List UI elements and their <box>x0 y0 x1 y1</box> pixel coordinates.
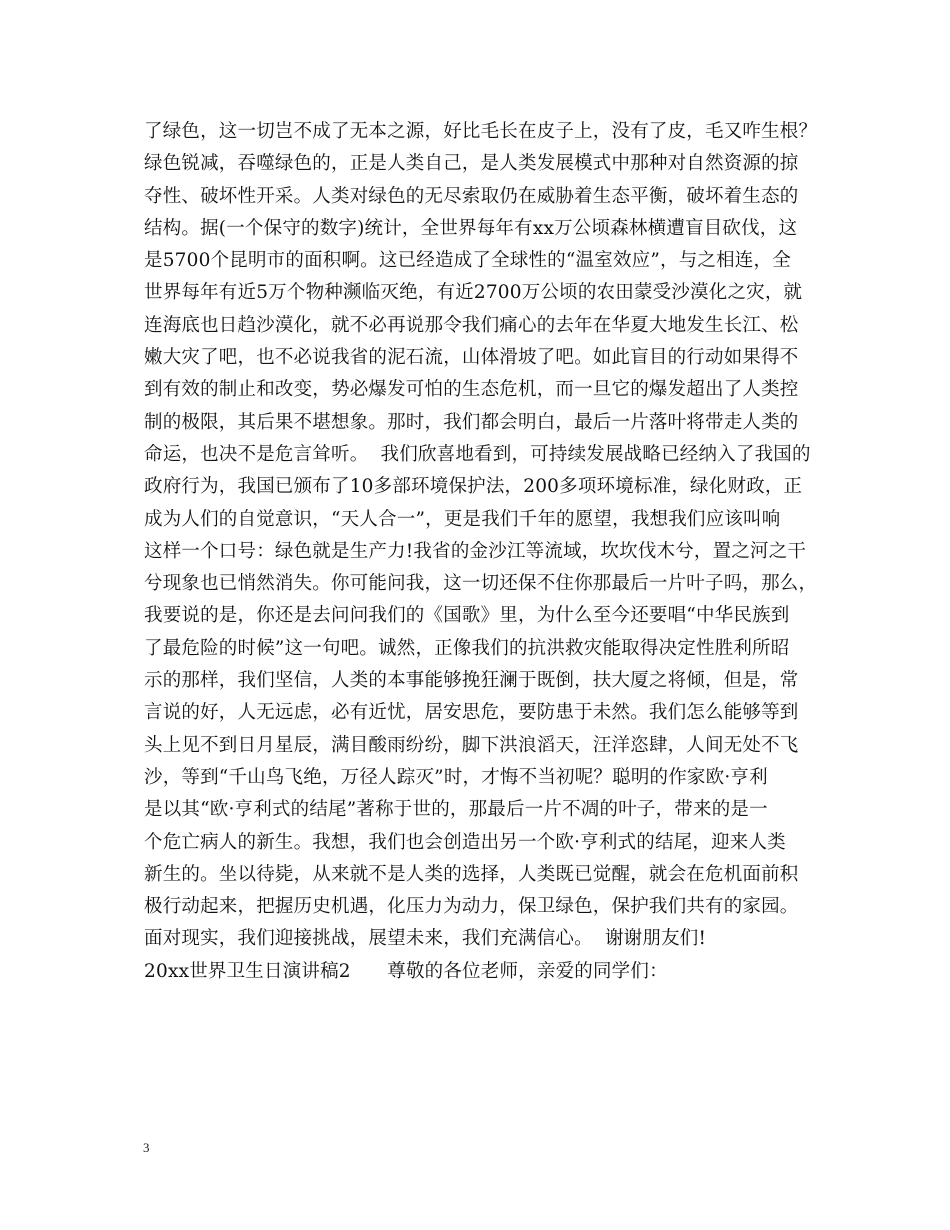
text-line: 了绿色，这一切岂不成了无本之源，好比毛长在皮子上，没有了皮，毛又咋生根？ <box>144 121 818 142</box>
text-line: 这样一个口号：绿色就是生产力!我省的金沙江等流域，坎坎伐木兮，置之河之干 <box>144 540 807 562</box>
text-line: 连海底也日趋沙漠化，就不必再说那令我们痛心的去年在华夏大地发生长江、松 <box>144 314 799 336</box>
text-line: 了最危险的时候”这一句吧。诚然，正像我们的抗洪救灾能取得决定性胜利所昭 <box>144 637 790 659</box>
text-line: 兮现象也已悄然消失。你可能问我，这一切还保不住你那最后一片叶子吗，那么， <box>144 573 818 595</box>
text-line: 结构。据(一个保守的数字)统计，全世界每年有xx万公顷森林横遭盲目砍伐，这 <box>144 217 798 239</box>
text-line: 是5700个昆明市的面积啊。这已经造成了全球性的“温室效应”，与之相连，全 <box>144 250 791 272</box>
text-line: 制的极限，其后果不堪想象。那时，我们都会明白，最后一片落叶将带走人类的 <box>144 411 799 433</box>
text-line: 嫩大灾了吧，也不必说我省的泥石流，山体滑坡了吧。如此盲目的行动如果得不 <box>144 347 799 369</box>
page-number: 3 <box>143 1140 150 1155</box>
text-line: 命运，也决不是危言耸听。 我们欣喜地看到，可持续发展战略已经纳入了我国的 <box>144 443 811 465</box>
text-line: 成为人们的自觉意识，“天人合一”，更是我们千年的愿望，我想我们应该叫响 <box>144 508 781 530</box>
text-line: 言说的好，人无远虑，必有近忧，居安思危，要防患于未然。我们怎么能够等到 <box>144 702 799 724</box>
body-text <box>144 116 818 988</box>
text-line: 头上见不到日月星辰，满目酸雨纷纷，脚下洪浪滔天，汪洋恣肆，人间无处不飞 <box>144 734 799 756</box>
text-line: 示的那样，我们坚信，人类的本事能够挽狂澜于既倒，扶大厦之将倾，但是，常 <box>144 670 799 692</box>
text-line: 面对现实，我们迎接挑战，展望未来，我们充满信心。 谢谢朋友们! <box>144 928 707 950</box>
text-line: 我要说的是，你还是去问问我们的《国歌》里，为什么至今还要唱“中华民族到 <box>144 605 790 627</box>
section-heading-line: 20xx世界卫生日演讲稿2 尊敬的各位老师，亲爱的同学们： <box>144 960 668 982</box>
text-line: 夺性、破坏性开采。人类对绿色的无尽索取仍在威胁着生态平衡，破坏着生态的 <box>144 185 799 207</box>
text-line: 极行动起来，把握历史机遇，化压力为动力，保卫绿色，保护我们共有的家园。 <box>144 896 799 918</box>
text-line: 新生的。坐以待毙，从来就不是人类的选择，人类既已觉醒，就会在危机面前积 <box>144 863 799 885</box>
text-line: 绿色锐减，吞噬绿色的，正是人类自己，是人类发展模式中那种对自然资源的掠 <box>144 153 799 175</box>
text-line: 沙，等到“千山鸟飞绝，万径人踪灭”时，才悔不当初呢？聪明的作家欧·亨利 <box>144 766 768 788</box>
text-line: 到有效的制止和改变，势必爆发可怕的生态危机，而一旦它的爆发超出了人类控 <box>144 379 799 401</box>
text-line: 是以其“欧·亨利式的结尾”著称于世的，那最后一片不凋的叶子，带来的是一 <box>144 799 768 821</box>
text-line: 政府行为，我国已颁布了10多部环境保护法，200多项环境标准，绿化财政，正 <box>144 476 803 498</box>
text-line: 世界每年有近5万个物种濒临灭绝，有近2700万公顷的农田蒙受沙漠化之灾，就 <box>144 282 803 304</box>
text-line: 个危亡病人的新生。我想，我们也会创造出另一个欧·亨利式的结尾，迎来人类 <box>144 831 786 853</box>
